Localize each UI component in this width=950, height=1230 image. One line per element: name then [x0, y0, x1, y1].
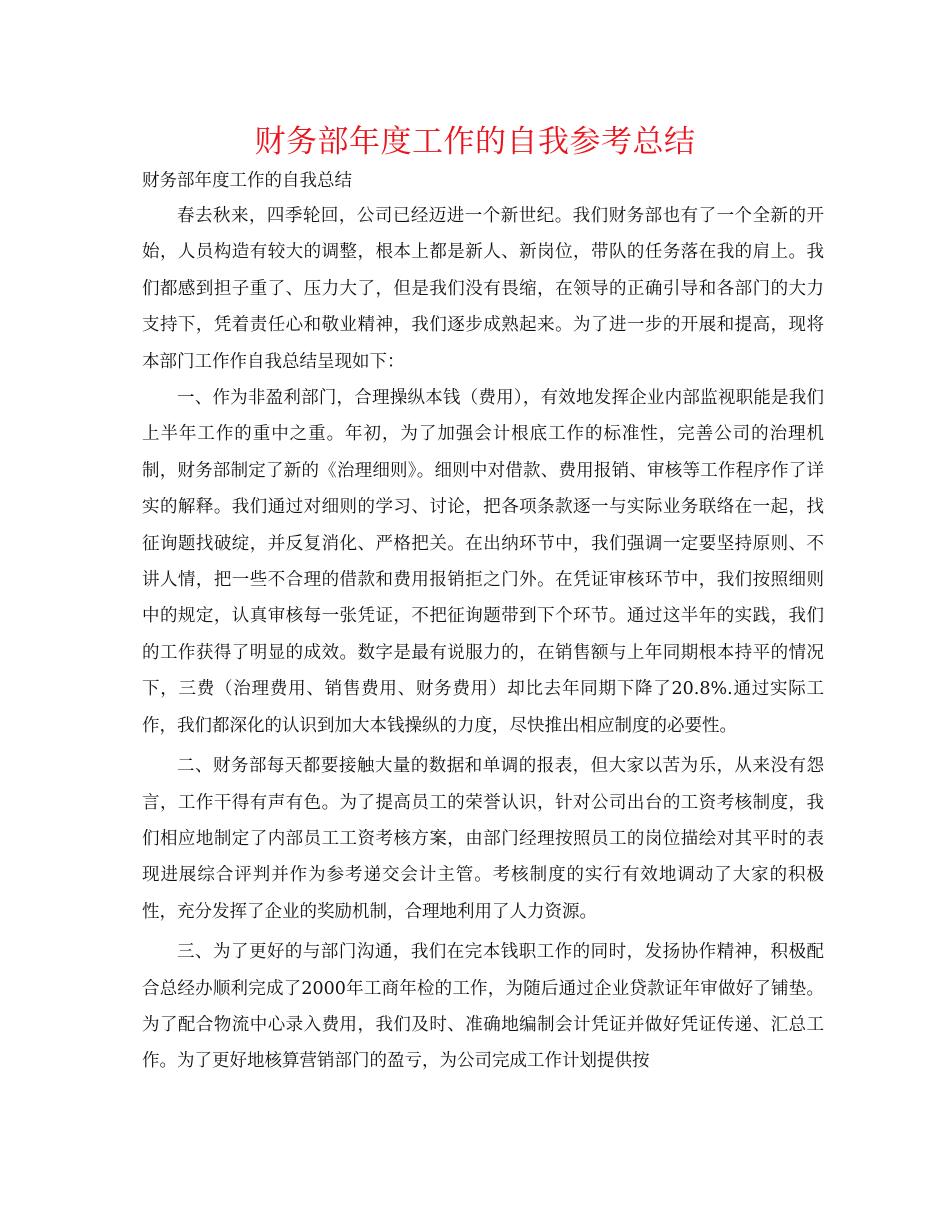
paragraph-section-one: 一、作为非盈利部门，合理操纵本钱（费用），有效地发挥企业内部监视职能是我们上半年工作的重中之重。年初，为了加强会计根底工作的标准性，完善公司的治理机制，财务部制定了新的《治理细则》。细则中对借款、费用报销、审核等工作程序作了详实的解释。我们通过对细则的学习、讨论，把各项条款逐一与实际业务联络在一起，找征询题找破绽，并反复消化、严格把关。在出纳环节中，我们强调一定要坚持原则、不讲人情，把一些不合理的借款和费用报销拒之门外。在凭证审核环节中，我们按照细则中的规定，认真审核每一张凭证，不把征询题带到下个环节。通过这半年的实践，我们的工作获得了明显的成效。数字是最有说服力的，在销售额与上年同期根本持平的情况下，三费（治理费用、销售费用、财务费用）却比去年同期下降了20.8%.通过实际工作，我们都深化的认识到加大本钱操纵的力度，尽快推出相应制度的必要性。 — [142, 388, 824, 736]
paragraph-section-two: 二、财务部每天都要接触大量的数据和单调的报表，但大家以苦为乐，从来没有怨言，工作干得有声有色。为了提高员工的荣誉认识，针对公司出台的工资考核制度，我们相应地制定了内部员工工资考核方案，由部门经理按照员工的岗位描绘对其平时的表现进展综合评判并作为参考递交会计主管。考核制度的实行有效地调动了大家的积极性，充分发挥了企业的奖励机制，合理地利用了人力资源。 — [142, 756, 824, 922]
paragraph-section-three: 三、为了更好的与部门沟通，我们在完本钱职工作的同时，发扬协作精神，积极配合总经办顺利完成了2000年工商年检的工作，为随后通过企业贷款证年审做好了铺垫。为了配合物流中心录入费用，我们及时、准确地编制会计凭证并做好凭证传递、汇总工作。为了更好地核算营销部门的盈亏，为公司完成工作计划提供按 — [142, 942, 824, 1072]
document-body — [142, 198, 824, 1080]
document-subtitle: 财务部年度工作的自我总结 — [142, 171, 352, 191]
document-title: 财务部年度工作的自我参考总结 — [254, 124, 696, 160]
paragraph-intro: 春去秋来，四季轮回，公司已经迈进一个新世纪。我们财务部也有了一个全新的开始，人员构造有较大的调整，根本上都是新人、新岗位，带队的任务落在我的肩上。我们都感到担子重了、压力大了，但是我们没有畏缩，在领导的正确引导和各部门的大力支持下，凭着责任心和敬业精神，我们逐步成熟起来。为了进一步的开展和提高，现将本部门工作作自我总结呈现如下： — [142, 206, 824, 372]
